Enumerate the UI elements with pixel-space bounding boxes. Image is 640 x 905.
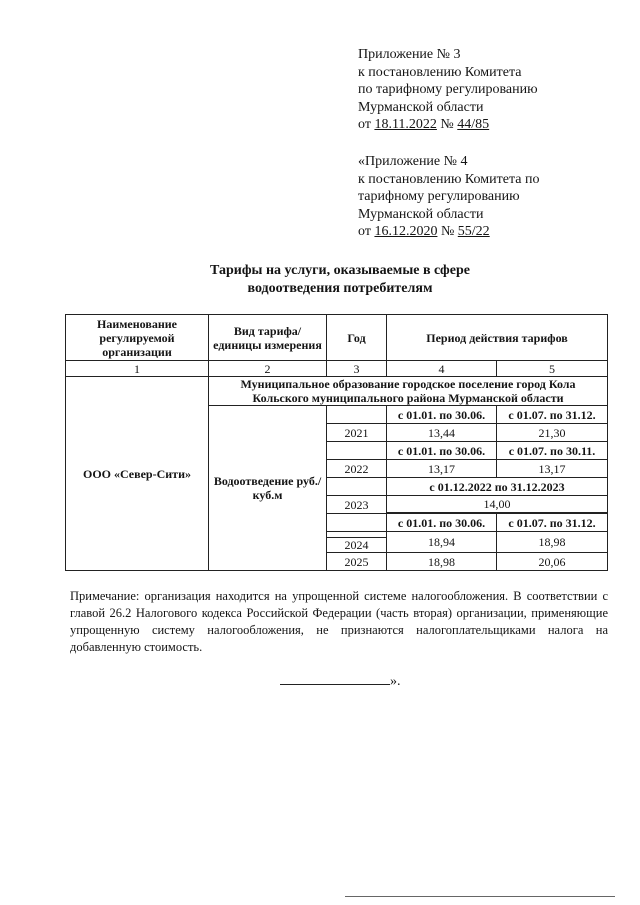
municipality-row — [66, 377, 608, 406]
appendix-previous-line4: Мурманской области — [358, 206, 484, 222]
appendix-current-header — [358, 46, 538, 134]
period-header: с 01.01. по 30.06. — [387, 406, 497, 424]
header-period: Период действия тарифов — [387, 315, 608, 361]
organization-cell: ООО «Север-Сити» — [66, 377, 209, 571]
title-line2: водоотведения потребителям — [247, 280, 433, 296]
appendix-previous-line2: к постановлению Комитета по — [358, 171, 540, 187]
column-number-row — [66, 361, 608, 377]
header-org: Наименование регулируемой организации — [66, 315, 209, 361]
tariffs-table — [65, 314, 608, 571]
col-number: 1 — [66, 361, 209, 377]
col-number: 2 — [209, 361, 327, 377]
closing-mark — [280, 672, 401, 690]
year-cell: 2025 — [327, 553, 387, 571]
year-cell: 2022 — [327, 460, 387, 478]
appendix-current-date-line: от 18.11.2022 № 44/85 — [358, 117, 490, 132]
closing-underline — [280, 672, 390, 685]
appendix-previous-line3: тарифному регулированию — [358, 189, 520, 204]
tariff-value: 18,94 — [387, 532, 497, 553]
col-number: 3 — [327, 361, 387, 377]
appendix-previous-line1: «Приложение № 4 — [358, 154, 468, 169]
period-header: с 01.01. по 30.06. — [387, 442, 497, 460]
header-tariff-type: Вид тарифа/единицы измерения — [209, 315, 327, 361]
year-cell: 2024 — [327, 538, 387, 553]
col-number: 5 — [497, 361, 608, 377]
tariff-value: 13,17 — [387, 460, 497, 478]
appendix-current-line3: по тарифному регулированию — [358, 82, 538, 97]
appendix-previous-date-line: от 16.12.2020 № 55/22 — [358, 224, 490, 239]
appendix-current-line4: Мурманской области — [358, 99, 484, 115]
appendix-current-line2: к постановлению Комитета — [358, 64, 522, 80]
appendix-current-date: 18.11.2022 — [374, 117, 437, 132]
period-header: с 01.12.2022 по 31.12.2023 — [387, 478, 608, 496]
period-header: с 01.07. по 30.11. — [497, 442, 608, 460]
tariff-value: 14,00 — [387, 496, 608, 513]
appendix-current-number: 44/85 — [457, 117, 490, 132]
period-header: с 01.07. по 31.12. — [497, 514, 608, 532]
table-header-row — [66, 315, 608, 361]
tariff-value: 13,17 — [497, 460, 608, 478]
appendix-previous-number: 55/22 — [457, 224, 490, 239]
appendix-current-line1: Приложение № 3 — [358, 47, 461, 62]
year-cell: 2023 — [327, 496, 387, 514]
col-number: 4 — [387, 361, 497, 377]
title-line1: Тарифы на услуги, оказываемые в сфере — [210, 263, 470, 278]
appendix-previous-date: 16.12.2020 — [374, 224, 438, 239]
tariff-type-cell: Водоотведение руб./куб.м — [209, 406, 327, 571]
appendix-previous-header — [358, 153, 539, 241]
tariff-value: 13,44 — [387, 424, 497, 442]
closing-quote: ». — [390, 674, 401, 689]
header-year: Год — [327, 315, 387, 361]
note-paragraph: Примечание: организация находится на упрощенной системе налогообложения. В соответствии с главой 26.2 Налогового кодекса Российской Федерации (часть вторая) организации, применяющие упрощенную систему налогообложения, не признаются налогоплательщиками налога на добавленную стоимость. — [70, 589, 608, 654]
municipality-cell: Муниципальное образование городское поселение город Кола Кольского муниципального района Мурманской области — [209, 377, 608, 406]
scan-artifact-line — [345, 896, 615, 897]
tariff-value: 18,98 — [497, 532, 608, 553]
period-header: с 01.01. по 30.06. — [387, 514, 497, 532]
tariff-value: 18,98 — [387, 553, 497, 571]
period-header: с 01.07. по 31.12. — [497, 406, 608, 424]
tariff-value: 20,06 — [497, 553, 608, 571]
document-title — [120, 262, 560, 297]
tariff-value: 21,30 — [497, 424, 608, 442]
year-cell: 2021 — [327, 424, 387, 442]
